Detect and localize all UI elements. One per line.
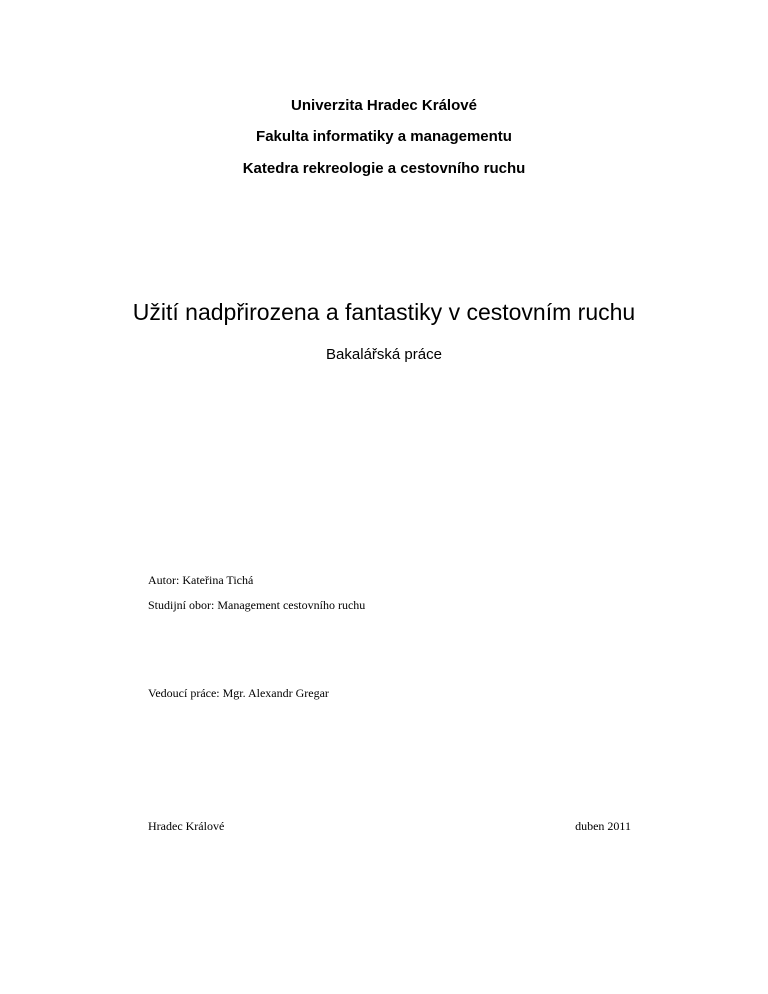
place-line: Hradec Králové: [148, 819, 225, 833]
supervisor-line: Vedoucí práce: Mgr. Alexandr Gregar: [148, 686, 329, 700]
study-field-line: Studijní obor: Management cestovního ruchu: [148, 598, 366, 612]
faculty-name: Fakulta informatiky a managementu: [256, 128, 512, 145]
date-line: duben 2011: [575, 819, 631, 833]
thesis-type: Bakalářská práce: [326, 346, 442, 363]
university-name: Univerzita Hradec Králové: [291, 97, 477, 114]
author-line: Autor: Kateřina Tichá: [148, 573, 254, 587]
department-name: Katedra rekreologie a cestovního ruchu: [242, 160, 526, 177]
thesis-title: Užití nadpřirozena a fantastiky v cestovním ruchu: [132, 299, 636, 325]
